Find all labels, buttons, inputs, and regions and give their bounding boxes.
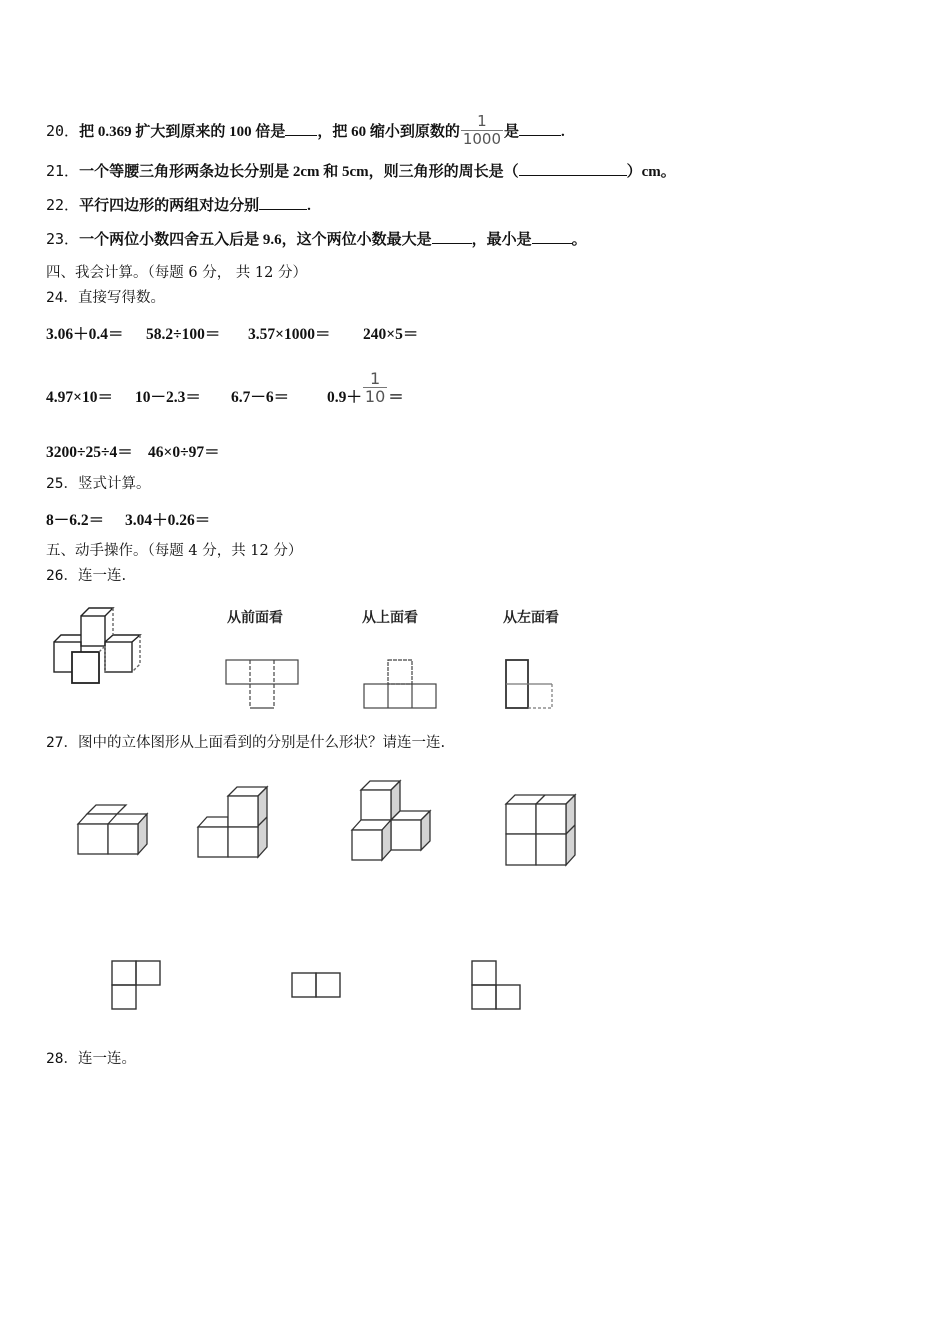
- question-number: 27．: [46, 735, 78, 751]
- question-27: [46, 733, 445, 753]
- question-25: [46, 474, 150, 494]
- calc-item: 4.97×10＝: [46, 389, 113, 407]
- fraction: $\frac{1}{10}$: [364, 369, 386, 406]
- calc-item: 58.2÷100＝: [146, 326, 221, 343]
- section-5-title: 五、动手操作。（每题 4 分，共 12 分）: [46, 543, 303, 559]
- view-label-top: 从上面看: [362, 610, 418, 626]
- question-number: 20．: [46, 121, 80, 140]
- fraction: $\frac{1}{1000}$: [462, 112, 502, 148]
- cube-figure-3d: [48, 604, 148, 689]
- top-view-option-2[interactable]: [290, 971, 344, 1001]
- calc-item: 8－6.2＝: [46, 512, 105, 529]
- question-number: 28．: [46, 1051, 78, 1067]
- question-24: [46, 288, 165, 308]
- question-21: 21．一个等腰三角形两条边长分别是 2cm 和 5cm，则三角形的周长是（ ）cm。: [46, 162, 676, 180]
- question-text: 一个等腰三角形两条边长分别是 2cm 和 5cm，则三角形的周长是（: [79, 164, 519, 180]
- question-28: [46, 1049, 136, 1069]
- question-23: 23．一个两位小数四舍五入后是 9.6，这个两位小数最大是 ，最小是 。: [46, 230, 587, 248]
- question-number: 23．: [46, 230, 80, 248]
- calc-item: 3.57×1000＝: [248, 326, 331, 343]
- question-number: 21．: [46, 162, 80, 180]
- view-label-left: 从左面看: [503, 610, 559, 626]
- answer-blank[interactable]: [519, 161, 627, 176]
- answer-blank[interactable]: [519, 121, 561, 136]
- answer-blank[interactable]: [532, 229, 572, 244]
- front-view-shape[interactable]: [222, 656, 304, 712]
- calc-item: 3.04＋0.26＝: [125, 512, 211, 529]
- top-view-option-3[interactable]: [470, 959, 524, 1013]
- calc-item-fraction: 0.9＋ $\frac{1}{10}$ ＝: [327, 369, 404, 407]
- calc-row-vertical: [46, 508, 210, 530]
- answer-blank[interactable]: [285, 121, 317, 136]
- question-text: 连一连。: [77, 1051, 136, 1067]
- question-26: [46, 566, 126, 586]
- question-text: ，把 60 缩小到原数的: [317, 123, 460, 140]
- question-text: 竖式计算。: [77, 476, 151, 492]
- section-4-title: 四、我会计算。（每题 6 分， 共 12 分）: [46, 265, 307, 281]
- question-number: 25．: [46, 476, 78, 492]
- answer-blank[interactable]: [432, 229, 472, 244]
- question-text: 把 0.369 扩大到原来的 100 倍是: [79, 123, 286, 140]
- left-view-shape[interactable]: [500, 656, 558, 712]
- question-number: 22．: [46, 196, 80, 214]
- solid-figure-2[interactable]: [194, 782, 274, 862]
- calc-item: 3200÷25÷4＝: [46, 444, 133, 461]
- question-22: 22．平行四边形的两组对边分别 .: [46, 196, 311, 214]
- question-text: 直接写得数。: [77, 290, 165, 306]
- question-text: 连一连.: [77, 568, 127, 584]
- calc-item: 3.06＋0.4＝: [46, 326, 124, 343]
- calc-row-2: [46, 369, 404, 416]
- calc-item: 240×5＝: [363, 326, 419, 343]
- calc-row-1: [46, 322, 418, 344]
- view-label-front: 从前面看: [227, 610, 283, 626]
- question-20: 20．把 0.369 扩大到原来的 100 倍是 ，把 60 缩小到原数的 $\frac{1}{1000}$ 是 .: [46, 112, 565, 148]
- question-number: 26．: [46, 568, 78, 584]
- question-text: 是: [504, 123, 520, 140]
- question-text: 图中的立体图形从上面看到的分别是什么形状？请连一连.: [77, 735, 446, 751]
- top-view-shape[interactable]: [360, 656, 442, 712]
- solid-figure-3[interactable]: [346, 776, 436, 864]
- calc-item: 6.7－6＝: [231, 389, 290, 407]
- top-view-option-1[interactable]: [110, 959, 164, 1013]
- answer-blank[interactable]: [259, 195, 307, 210]
- calc-row-3: [46, 440, 220, 462]
- calc-item: 10－2.3＝: [135, 389, 201, 407]
- question-number: 24．: [46, 290, 78, 306]
- question-text: 平行四边形的两组对边分别: [79, 198, 260, 214]
- calc-item: 46×0÷97＝: [148, 444, 220, 461]
- solid-figure-1[interactable]: [74, 800, 154, 860]
- solid-figure-4[interactable]: [502, 790, 582, 870]
- question-text: 一个两位小数四舍五入后是 9.6，这个两位小数最大是: [79, 232, 432, 248]
